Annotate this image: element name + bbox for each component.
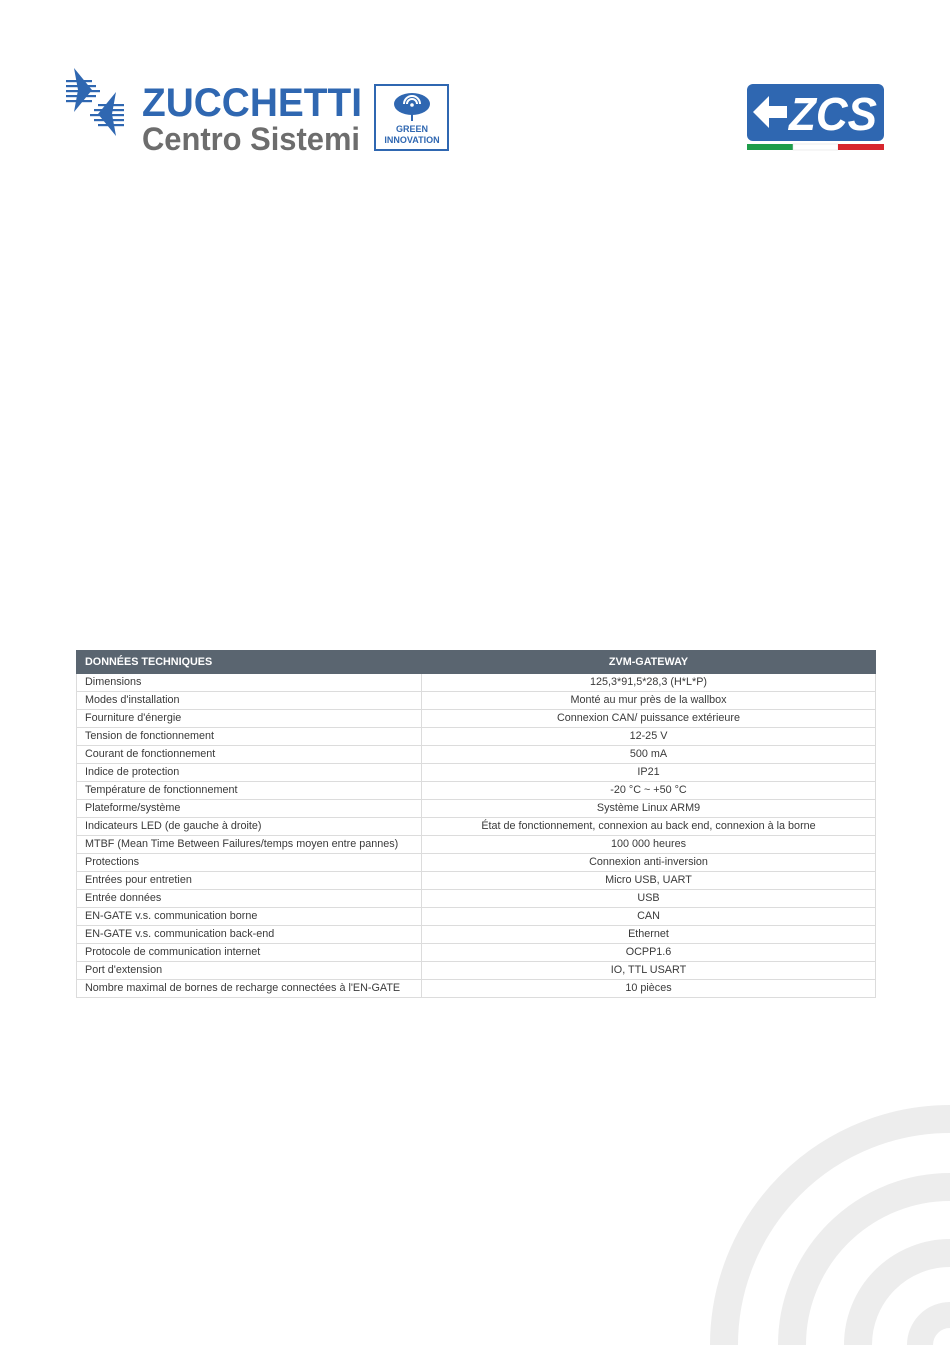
spec-value: USB [422, 890, 876, 908]
badge-line1: GREEN [395, 124, 429, 134]
spec-label: Entrées pour entretien [77, 872, 422, 890]
spec-label: Protocole de communication internet [77, 944, 422, 962]
table-row [77, 692, 876, 710]
technical-data-table [76, 650, 876, 998]
zucchetti-arrows-icon [66, 68, 124, 136]
table-row [77, 908, 876, 926]
spec-value: Connexion CAN/ puissance extérieure [422, 710, 876, 728]
table-row [77, 710, 876, 728]
spec-value: Micro USB, UART [422, 872, 876, 890]
badge-line2: INNOVATION [384, 135, 440, 145]
table-row [77, 746, 876, 764]
table-row [77, 818, 876, 836]
spec-value: 500 mA [422, 746, 876, 764]
header-product-name: ZVM-GATEWAY [422, 651, 876, 674]
green-innovation-badge [375, 85, 448, 150]
spec-label: Indice de protection [77, 764, 422, 782]
table-row [77, 836, 876, 854]
table-row [77, 764, 876, 782]
table-row [77, 890, 876, 908]
table-body [77, 674, 876, 998]
spec-label: Modes d'installation [77, 692, 422, 710]
brand-line1: ZUCCHETTI [142, 81, 362, 125]
spec-value: Monté au mur près de la wallbox [422, 692, 876, 710]
table-row [77, 782, 876, 800]
table-row [77, 728, 876, 746]
table-row [77, 962, 876, 980]
table-row [77, 980, 876, 998]
table-row [77, 926, 876, 944]
spec-label: EN-GATE v.s. communication back-end [77, 926, 422, 944]
spec-label: Fourniture d'énergie [77, 710, 422, 728]
header-technical-data: DONNÉES TECHNIQUES [77, 651, 422, 674]
spec-value: Système Linux ARM9 [422, 800, 876, 818]
spec-label: Nombre maximal de bornes de recharge connectées à l'EN-GATE [77, 980, 422, 998]
spec-value: 125,3*91,5*28,3 (H*L*P) [422, 674, 876, 692]
spec-label: EN-GATE v.s. communication borne [77, 908, 422, 926]
table-row [77, 944, 876, 962]
table-row [77, 674, 876, 692]
table-row [77, 872, 876, 890]
spec-value: 12-25 V [422, 728, 876, 746]
zcs-mark: ZCS [787, 88, 878, 140]
spec-label: Plateforme/système [77, 800, 422, 818]
spec-value: CAN [422, 908, 876, 926]
spec-label: Courant de fonctionnement [77, 746, 422, 764]
spec-label: MTBF (Mean Time Between Failures/temps moyen entre pannes) [77, 836, 422, 854]
spec-label: Port d'extension [77, 962, 422, 980]
italian-flag-stripe [747, 144, 884, 150]
spec-value: Connexion anti-inversion [422, 854, 876, 872]
table-header-row [77, 651, 876, 674]
spec-label: Indicateurs LED (de gauche à droite) [77, 818, 422, 836]
spec-value: Ethernet [422, 926, 876, 944]
spec-value: 10 pièces [422, 980, 876, 998]
zcs-logo [747, 84, 884, 152]
spec-label: Protections [77, 854, 422, 872]
spec-label: Température de fonctionnement [77, 782, 422, 800]
spec-value: État de fonctionnement, connexion au back end, connexion à la borne [422, 818, 876, 836]
table-row [77, 800, 876, 818]
table-row [77, 854, 876, 872]
spec-value: -20 °C ~ +50 °C [422, 782, 876, 800]
spec-label: Tension de fonctionnement [77, 728, 422, 746]
cloud-wifi-icon [394, 93, 430, 121]
spec-value: OCPP1.6 [422, 944, 876, 962]
zucchetti-centro-sistemi-logo [66, 66, 456, 156]
spec-value: IO, TTL USART [422, 962, 876, 980]
spec-value: IP21 [422, 764, 876, 782]
spec-label: Dimensions [77, 674, 422, 692]
spec-label: Entrée données [77, 890, 422, 908]
brand-line2: Centro Sistemi [142, 121, 360, 156]
spec-value: 100 000 heures [422, 836, 876, 854]
decorative-arcs [700, 1080, 950, 1345]
